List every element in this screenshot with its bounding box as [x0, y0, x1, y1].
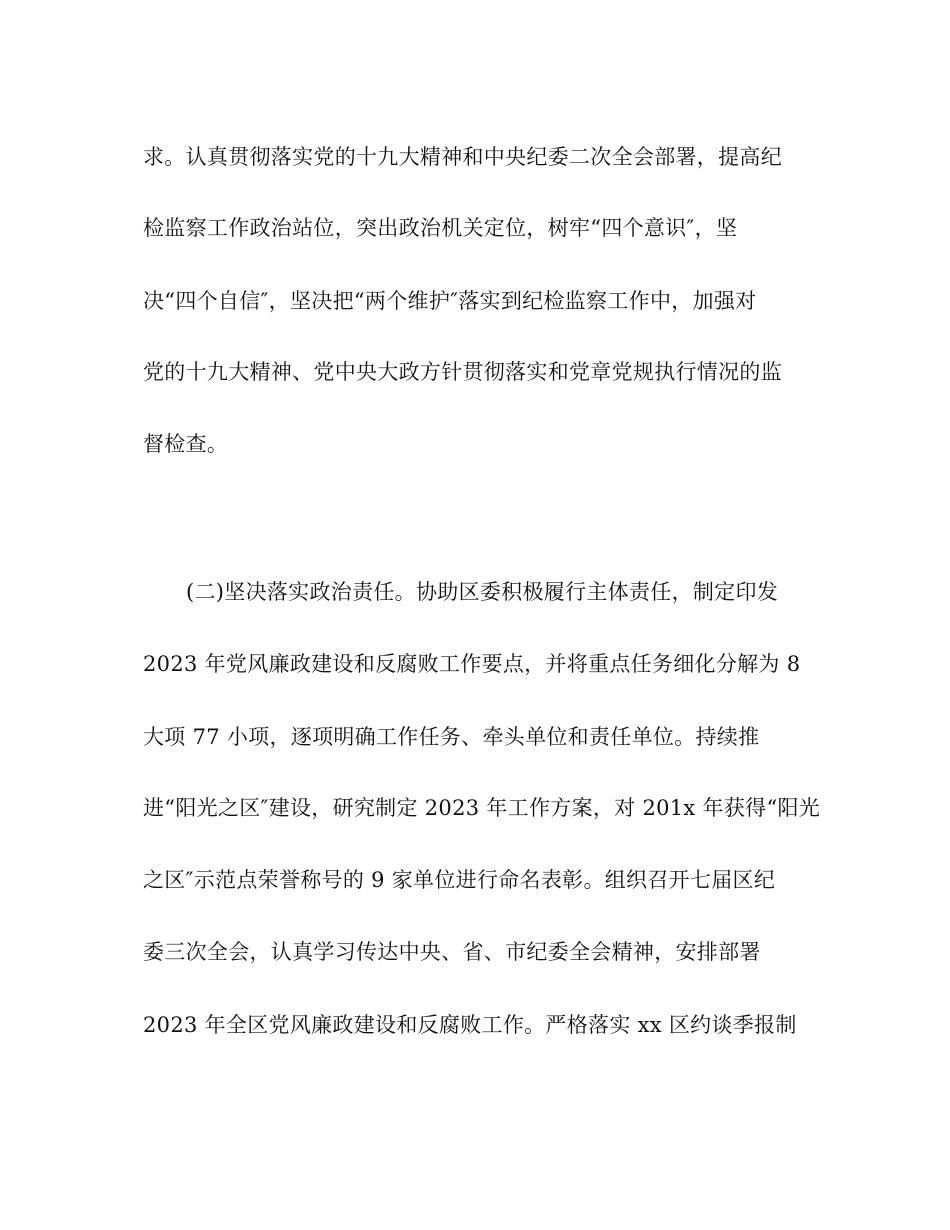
- text-line: 党的十九大精神、党中央大政方针贯彻落实和党章党规执行情况的监: [143, 360, 782, 384]
- text-line: 求。认真贯彻落实党的十九大精神和中央纪委二次全会部署，提高纪: [143, 145, 782, 169]
- text-line: 进“阳光之区″建设，研究制定 2023 年工作方案，对 201x 年获得“阳光: [143, 796, 821, 820]
- text-line: 决“四个自信″，坚决把“两个维护″落实到纪检监察工作中，加强对: [143, 289, 757, 313]
- text-line: 之区″示范点荣誉称号的 9 家单位进行命名表彰。组织召开七届区纪: [143, 868, 776, 892]
- text-line: 委三次全会，认真学习传达中央、省、市纪委全会精神，安排部署: [143, 940, 761, 964]
- text-line: (二)坚决落实政治责任。协助区委积极履行主体责任，制定印发: [186, 580, 779, 604]
- text-line: 督检查。: [143, 432, 229, 456]
- text-line: 2023 年党风廉政建设和反腐败工作要点，并将重点任务细化分解为 8: [143, 652, 801, 676]
- text-line: 大项 77 小项，逐项明确工作任务、牵头单位和责任单位。持续推: [143, 725, 760, 749]
- text-line: 检监察工作政治站位，突出政治机关定位，树牢“四个意识″，坚: [143, 216, 738, 240]
- text-line: 2023 年全区党风廉政建设和反腐败工作。严格落实 xx 区约谈季报制: [143, 1013, 797, 1037]
